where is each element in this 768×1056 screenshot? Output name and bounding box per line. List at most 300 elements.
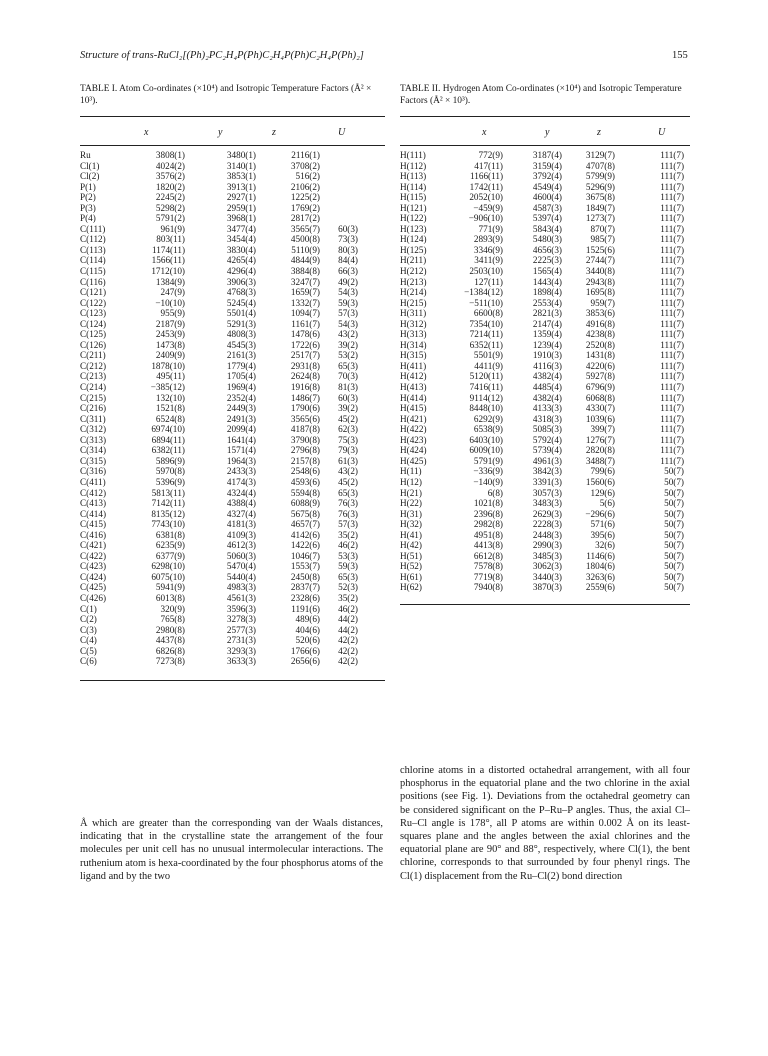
table-row — [400, 255, 690, 266]
value-cell: 50(7) — [664, 508, 684, 519]
value-cell: 1766(6) — [290, 645, 320, 656]
table-row — [80, 498, 385, 509]
value-cell: 2245(2) — [155, 192, 185, 203]
atom-label-cell: H(125) — [400, 244, 427, 255]
atom-label-cell: H(415) — [400, 403, 427, 414]
value-cell: 111(7) — [660, 244, 684, 255]
value-cell: 1384(9) — [155, 276, 185, 287]
table1-header-z: z — [272, 127, 276, 138]
value-cell: 2157(8) — [290, 455, 320, 466]
value-cell: 959(7) — [590, 297, 615, 308]
value-cell: 1571(4) — [226, 445, 256, 456]
table-row — [80, 593, 385, 604]
atom-label-cell: H(62) — [400, 582, 422, 593]
atom-label-cell: H(124) — [400, 234, 427, 245]
value-cell: 84(4) — [338, 255, 358, 266]
value-cell: 6796(9) — [585, 382, 615, 393]
atom-label-cell: C(112) — [80, 234, 106, 245]
value-cell: 4500(8) — [290, 234, 320, 245]
value-cell: 4437(8) — [155, 635, 185, 646]
table2-body — [400, 150, 690, 593]
value-cell: 4238(8) — [585, 329, 615, 340]
value-cell: 2817(2) — [290, 213, 320, 224]
value-cell: 3129(7) — [585, 150, 615, 160]
value-cell: 2820(8) — [585, 445, 615, 456]
value-cell: 5396(9) — [155, 476, 185, 487]
value-cell: 75(3) — [338, 434, 358, 445]
value-cell: 2931(8) — [290, 360, 320, 371]
value-cell: 3411(9) — [474, 255, 503, 266]
atom-label-cell: H(212) — [400, 266, 427, 277]
value-cell: 1239(4) — [532, 339, 562, 350]
value-cell: 4983(3) — [226, 582, 256, 593]
value-cell: 2161(3) — [226, 350, 256, 361]
table-row — [80, 287, 385, 298]
value-cell: 44(2) — [338, 624, 358, 635]
value-cell: 7940(8) — [473, 582, 503, 593]
value-cell: 2147(4) — [532, 318, 562, 329]
value-cell: 4318(3) — [532, 413, 562, 424]
value-cell: 35(2) — [338, 529, 358, 540]
value-cell: 5470(4) — [226, 561, 256, 572]
table-row — [80, 509, 385, 520]
value-cell: 2106(2) — [290, 181, 320, 192]
value-cell: 4327(4) — [226, 508, 256, 519]
value-cell: 961(9) — [160, 223, 185, 234]
table-row — [400, 551, 690, 562]
value-cell: 5085(3) — [532, 424, 562, 435]
value-cell: 495(11) — [156, 371, 185, 382]
table-row — [80, 561, 385, 572]
value-cell: 3293(3) — [226, 645, 256, 656]
value-cell: 1712(10) — [151, 266, 185, 277]
value-cell: 4382(4) — [532, 371, 562, 382]
atom-label-cell: H(423) — [400, 434, 427, 445]
atom-label-cell: H(424) — [400, 445, 427, 456]
value-cell: 5799(9) — [585, 171, 615, 182]
value-cell: 42(2) — [338, 635, 358, 646]
atom-label-cell: C(116) — [80, 276, 106, 287]
value-cell: 3884(8) — [290, 266, 320, 277]
value-cell: 3454(4) — [226, 234, 256, 245]
table2-caption: TABLE II. Hydrogen Atom Co-ordinates (×10⁴) and Isotropic Temperature Factors (Å² × 10³). — [400, 84, 682, 106]
value-cell: 2228(3) — [532, 519, 562, 530]
value-cell: 1525(6) — [585, 244, 615, 255]
value-cell: 111(7) — [660, 403, 684, 414]
atom-label-cell: Ru — [80, 150, 91, 160]
table-row — [80, 298, 385, 309]
table-row — [80, 414, 385, 425]
value-cell: 50(7) — [664, 498, 684, 509]
value-cell: 2980(8) — [155, 624, 185, 635]
value-cell: 111(7) — [660, 455, 684, 466]
page-number: 155 — [672, 50, 688, 61]
body-paragraph-right: chlorine atoms in a distorted octahedral arrangement, with all four phosphorus in the equatorial plane and the two chlorine in the axial positions (see Fig. 1). Deviations from the octahedral geometry can be considered significant on the P–Ru–P angles. Thus, the axial Cl–Ru–Cl angle is 178°, all P atoms are within 0.002 Å on its least-squares plane and the angles between the axial chlorines and the equatorial plane are 90° and 88°, respectively, where Cl(1), the bent chlorine, corresponds to that surrounded by four phenyl rings. The Cl(1) displacement from the Ru–Cl(2) bond direction — [400, 765, 690, 882]
atom-label-cell: H(22) — [400, 498, 422, 509]
value-cell: 1166(11) — [470, 171, 503, 182]
atom-label-cell: C(113) — [80, 244, 106, 255]
value-cell: 3792(4) — [532, 171, 562, 182]
atom-label-cell: P(1) — [80, 181, 96, 192]
table-row — [80, 456, 385, 467]
table-row — [400, 456, 690, 467]
value-cell: 6088(9) — [290, 498, 320, 509]
value-cell: 1046(7) — [290, 550, 320, 561]
value-cell: 6524(8) — [155, 413, 185, 424]
value-cell: 46(2) — [338, 540, 358, 551]
value-cell: 1779(4) — [226, 360, 256, 371]
atom-label-cell: C(211) — [80, 350, 106, 361]
value-cell: 5843(4) — [532, 223, 562, 234]
atom-label-cell: C(212) — [80, 360, 107, 371]
table-row — [400, 203, 690, 214]
atom-label-cell: C(5) — [80, 645, 97, 656]
value-cell: 129(6) — [590, 487, 615, 498]
atom-label-cell: H(312) — [400, 318, 427, 329]
atom-label-cell: H(111) — [400, 150, 426, 160]
value-cell: 54(3) — [338, 318, 358, 329]
value-cell: 2450(8) — [290, 571, 320, 582]
value-cell: 3477(4) — [226, 223, 256, 234]
table-row — [80, 224, 385, 235]
value-cell: 6382(11) — [151, 445, 185, 456]
value-cell: 6612(8) — [473, 550, 503, 561]
value-cell: 81(3) — [338, 382, 358, 393]
value-cell: 4844(9) — [290, 255, 320, 266]
value-cell: 1659(7) — [290, 287, 320, 298]
value-cell: 111(7) — [660, 287, 684, 298]
atom-label-cell: C(214) — [80, 382, 107, 393]
value-cell: 3675(8) — [585, 192, 615, 203]
body-paragraph-left: Å which are greater than the corresponding van der Waals distances, indicating that in the crystalline state the arrangement of the four molecules per unit cell has no unusual intermolecular interactions. The ruthenium atom is hexa-coordinated by the four phosphorus atoms of the ligand and by the two — [80, 818, 383, 882]
value-cell: 3440(3) — [532, 571, 562, 582]
value-cell: 54(3) — [338, 287, 358, 298]
value-cell: 57(3) — [338, 519, 358, 530]
atom-label-cell: H(214) — [400, 287, 427, 298]
value-cell: 2893(9) — [473, 234, 503, 245]
value-cell: 2491(3) — [226, 413, 256, 424]
table-row — [80, 393, 385, 404]
value-cell: 5501(9) — [473, 350, 503, 361]
table1-body — [80, 150, 385, 667]
value-cell: 4413(8) — [473, 540, 503, 551]
value-cell: 4951(8) — [473, 529, 503, 540]
table-row — [80, 435, 385, 446]
value-cell: 2990(3) — [532, 540, 562, 551]
table-row — [400, 340, 690, 351]
value-cell: −296(6) — [585, 508, 615, 519]
table2-header-z: z — [597, 127, 601, 138]
value-cell: 571(6) — [590, 519, 615, 530]
value-cell: 417(11) — [474, 160, 503, 171]
value-cell: 2548(6) — [290, 466, 320, 477]
value-cell: 1021(8) — [473, 498, 503, 509]
value-cell: 771(9) — [478, 223, 503, 234]
value-cell: 111(7) — [660, 223, 684, 234]
value-cell: 111(7) — [660, 150, 684, 160]
value-cell: 4265(4) — [226, 255, 256, 266]
table2-header-x: x — [482, 127, 487, 138]
value-cell: 1161(7) — [291, 318, 320, 329]
atom-label-cell: C(114) — [80, 255, 106, 266]
atom-label-cell: H(314) — [400, 339, 427, 350]
value-cell: 3853(6) — [585, 308, 615, 319]
value-cell: 70(3) — [338, 371, 358, 382]
value-cell: 3391(3) — [532, 476, 562, 487]
table-row — [80, 182, 385, 193]
table-row — [400, 192, 690, 203]
atom-label-cell: H(122) — [400, 213, 427, 224]
atom-label-cell: C(423) — [80, 561, 107, 572]
value-cell: 39(2) — [338, 339, 358, 350]
value-cell: 2052(10) — [469, 192, 503, 203]
value-cell: 7214(11) — [469, 329, 503, 340]
value-cell: 111(7) — [660, 445, 684, 456]
table-row — [80, 466, 385, 477]
atom-label-cell: H(11) — [400, 466, 422, 477]
value-cell: 50(7) — [664, 582, 684, 593]
value-cell: 44(2) — [338, 614, 358, 625]
atom-label-cell: H(311) — [400, 308, 427, 319]
value-cell: 3140(1) — [226, 160, 256, 171]
value-cell: 1039(6) — [585, 413, 615, 424]
value-cell: 1722(6) — [290, 339, 320, 350]
value-cell: 127(11) — [474, 276, 503, 287]
value-cell: 5397(4) — [532, 213, 562, 224]
table-row — [80, 340, 385, 351]
value-cell: 4411(9) — [474, 360, 503, 371]
atom-label-cell: C(215) — [80, 392, 107, 403]
value-cell: 6377(9) — [155, 550, 185, 561]
value-cell: 5296(9) — [585, 181, 615, 192]
value-cell: 395(6) — [590, 529, 615, 540]
value-cell: 2656(6) — [290, 656, 320, 667]
value-cell: 4330(7) — [585, 403, 615, 414]
atom-label-cell: C(126) — [80, 339, 107, 350]
value-cell: −336(9) — [473, 466, 503, 477]
table-row — [400, 213, 690, 224]
value-cell: 43(2) — [338, 329, 358, 340]
value-cell: 3808(1) — [155, 150, 185, 160]
atom-label-cell: C(213) — [80, 371, 107, 382]
value-cell: 7142(11) — [151, 498, 185, 509]
value-cell: 985(7) — [590, 234, 615, 245]
value-cell: 2449(3) — [226, 403, 256, 414]
value-cell: 2187(9) — [155, 318, 185, 329]
table-row — [80, 371, 385, 382]
value-cell: 4388(4) — [226, 498, 256, 509]
atom-label-cell: C(6) — [80, 656, 97, 667]
value-cell: 5501(4) — [226, 308, 256, 319]
atom-label-cell: C(412) — [80, 487, 107, 498]
atom-label-cell: H(51) — [400, 550, 422, 561]
atom-label-cell: H(412) — [400, 371, 427, 382]
table-row — [400, 477, 690, 488]
atom-label-cell: H(12) — [400, 476, 422, 487]
table2-header-y: y — [545, 127, 550, 138]
value-cell: 1191(6) — [291, 603, 320, 614]
value-cell: 4549(4) — [532, 181, 562, 192]
value-cell: 2409(9) — [155, 350, 185, 361]
table-row — [400, 466, 690, 477]
value-cell: 111(7) — [660, 318, 684, 329]
atom-label-cell: H(52) — [400, 561, 422, 572]
value-cell: 6352(11) — [469, 339, 503, 350]
value-cell: 6538(9) — [473, 424, 503, 435]
atom-label-cell: H(213) — [400, 276, 427, 287]
value-cell: 1566(11) — [151, 255, 185, 266]
value-cell: 45(2) — [338, 476, 358, 487]
running-header-title: Structure of trans-RuCl₂[(Ph)₂PC₂H₄P(Ph)C₂H₄P(Ph)C₂H₄P(Ph)₂] — [80, 50, 364, 61]
value-cell: 5120(11) — [469, 371, 503, 382]
atom-label-cell: H(61) — [400, 571, 422, 582]
value-cell: 247(9) — [160, 287, 185, 298]
atom-label-cell: C(4) — [80, 635, 97, 646]
atom-label-cell: C(312) — [80, 424, 107, 435]
value-cell: 2396(8) — [473, 508, 503, 519]
value-cell: 42(2) — [338, 656, 358, 667]
value-cell: 1486(7) — [290, 392, 320, 403]
value-cell: 5813(11) — [151, 487, 185, 498]
atom-label-cell: H(315) — [400, 350, 427, 361]
value-cell: 1359(4) — [532, 329, 562, 340]
table-row — [80, 540, 385, 551]
value-cell: 3830(4) — [226, 244, 256, 255]
value-cell: 111(7) — [660, 339, 684, 350]
table-row — [80, 572, 385, 583]
table-row — [80, 213, 385, 224]
table-row — [400, 234, 690, 245]
value-cell: 399(7) — [590, 424, 615, 435]
table2-header-u: U — [658, 127, 666, 138]
value-cell: 4657(7) — [290, 519, 320, 530]
value-cell: 4707(8) — [585, 160, 615, 171]
atom-label-cell: C(414) — [80, 508, 107, 519]
atom-label-cell: H(123) — [400, 223, 427, 234]
value-cell: 4142(6) — [290, 529, 320, 540]
atom-label-cell: C(313) — [80, 434, 107, 445]
value-cell: 111(7) — [660, 350, 684, 361]
value-cell: 2959(1) — [226, 202, 256, 213]
value-cell: 111(7) — [660, 202, 684, 213]
atom-label-cell: H(414) — [400, 392, 427, 403]
value-cell: 111(7) — [660, 181, 684, 192]
table-row — [80, 245, 385, 256]
value-cell: 1094(7) — [290, 308, 320, 319]
value-cell: 2553(4) — [532, 297, 562, 308]
value-cell: 489(6) — [295, 614, 320, 625]
value-cell: 4545(3) — [226, 339, 256, 350]
value-cell: −459(9) — [473, 202, 503, 213]
table-row — [400, 393, 690, 404]
value-cell: −906(10) — [468, 213, 503, 224]
table-row — [80, 255, 385, 266]
atom-label-cell: C(422) — [80, 550, 107, 561]
value-cell: 4593(6) — [290, 476, 320, 487]
value-cell: 4961(3) — [532, 455, 562, 466]
value-cell: 4133(3) — [532, 403, 562, 414]
value-cell: 2503(10) — [469, 266, 503, 277]
value-cell: 52(3) — [338, 582, 358, 593]
value-cell: 2328(6) — [290, 592, 320, 603]
value-cell: 4382(4) — [532, 392, 562, 403]
atom-label-cell: C(115) — [80, 266, 106, 277]
atom-label-cell: H(115) — [400, 192, 427, 203]
value-cell: 111(7) — [660, 192, 684, 203]
table-row — [80, 582, 385, 593]
value-cell: 4600(4) — [532, 192, 562, 203]
value-cell: 1276(7) — [585, 434, 615, 445]
table1-bottom-rule — [80, 680, 385, 681]
value-cell: 111(7) — [660, 234, 684, 245]
value-cell: 50(7) — [664, 561, 684, 572]
atom-label-cell: C(415) — [80, 519, 107, 530]
value-cell: 1790(6) — [290, 403, 320, 414]
table1-caption: TABLE I. Atom Co-ordinates (×10⁴) and Isotropic Temperature Factors (Å² × 10³). — [80, 84, 372, 106]
table-row — [400, 561, 690, 572]
value-cell: 49(2) — [338, 276, 358, 287]
value-cell: 5896(9) — [155, 455, 185, 466]
atom-label-cell: C(123) — [80, 308, 107, 319]
table-row — [80, 277, 385, 288]
table-row — [80, 488, 385, 499]
table-row — [80, 203, 385, 214]
value-cell: 1478(6) — [290, 329, 320, 340]
table-row — [400, 287, 690, 298]
value-cell: 1443(4) — [532, 276, 562, 287]
value-cell: −511(10) — [469, 297, 503, 308]
value-cell: 32(6) — [595, 540, 615, 551]
value-cell: 7719(8) — [473, 571, 503, 582]
atom-label-cell: H(121) — [400, 202, 427, 213]
value-cell: 3565(6) — [290, 413, 320, 424]
atom-label-cell: Cl(1) — [80, 160, 100, 171]
value-cell: 2225(3) — [532, 255, 562, 266]
value-cell: 4587(3) — [532, 202, 562, 213]
value-cell: 3913(1) — [226, 181, 256, 192]
value-cell: 4561(3) — [226, 592, 256, 603]
value-cell: 65(3) — [338, 487, 358, 498]
table2-header-rule — [400, 145, 690, 146]
value-cell: 2433(3) — [226, 466, 256, 477]
value-cell: 50(7) — [664, 466, 684, 477]
table-row — [80, 150, 385, 161]
value-cell: 2577(3) — [226, 624, 256, 635]
value-cell: 111(7) — [660, 424, 684, 435]
atom-label-cell: H(313) — [400, 329, 427, 340]
atom-label-cell: C(111) — [80, 223, 106, 234]
value-cell: 111(7) — [660, 382, 684, 393]
value-cell: 1422(6) — [290, 540, 320, 551]
atom-label-cell: C(411) — [80, 476, 106, 487]
value-cell: 1553(7) — [290, 561, 320, 572]
value-cell: 2559(6) — [585, 582, 615, 593]
value-cell: 4187(8) — [290, 424, 320, 435]
value-cell: 50(7) — [664, 540, 684, 551]
value-cell: 6974(10) — [151, 424, 185, 435]
value-cell: 65(3) — [338, 360, 358, 371]
table-row — [400, 150, 690, 161]
table-row — [80, 319, 385, 330]
value-cell: 2099(4) — [226, 424, 256, 435]
table-row — [80, 161, 385, 172]
value-cell: 6381(8) — [155, 529, 185, 540]
value-cell: 5(6) — [599, 498, 615, 509]
table-row — [400, 319, 690, 330]
value-cell: 53(3) — [338, 550, 358, 561]
value-cell: 39(2) — [338, 403, 358, 414]
value-cell: 5060(3) — [226, 550, 256, 561]
